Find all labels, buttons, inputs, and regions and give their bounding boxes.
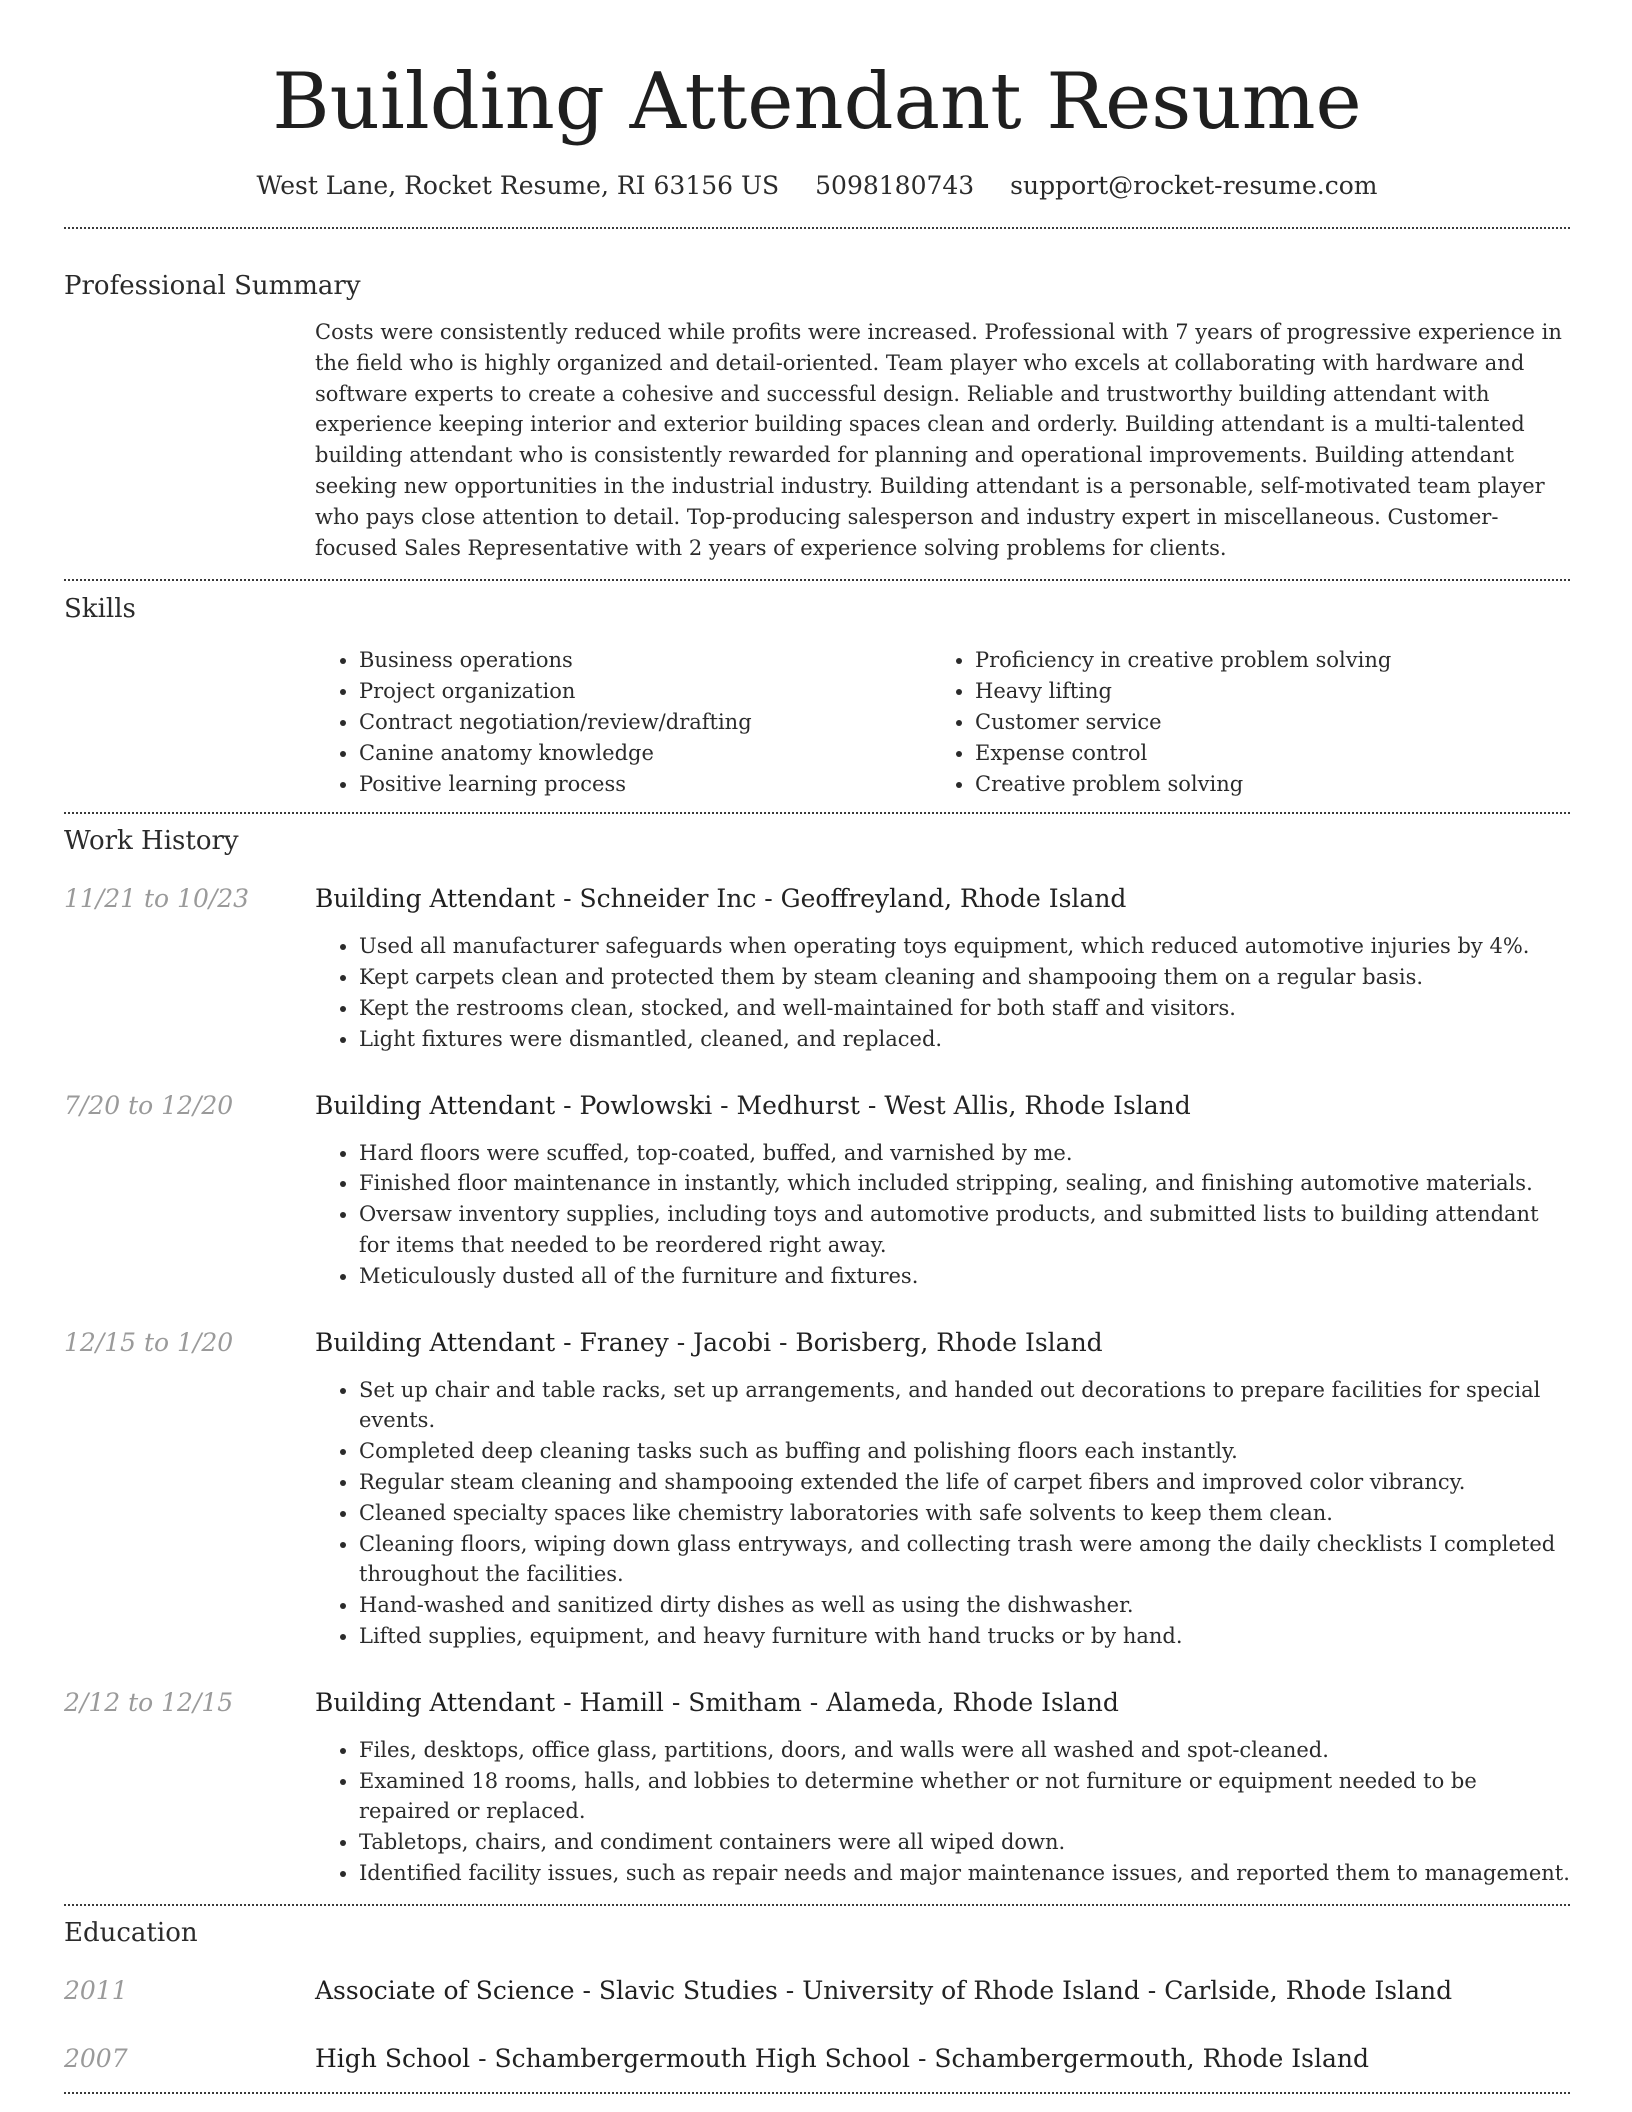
job-date: 2/12 to 12/15 — [64, 1687, 234, 1717]
job-entry — [64, 1686, 1570, 1889]
job-duties — [315, 1375, 1570, 1652]
job-bullet: • Finished floor maintenance in instantly, which included stripping, sealing, and finishing automotive materials. — [359, 1168, 1570, 1199]
section-heading-skills: Skills — [64, 594, 136, 625]
job-role: Building Attendant — [315, 884, 556, 914]
contact-line — [64, 170, 1570, 202]
skill-item: • Customer service — [975, 707, 1547, 738]
job-bullet: • Oversaw inventory supplies, including toys and automotive products, and submitted lists to building attendant for items that needed to be reordered right away. — [359, 1199, 1570, 1261]
job-bullet: • Kept the restrooms clean, stocked, and well-maintained for both staff and visitors. — [359, 993, 1570, 1024]
education-details: - Schambergermouth High School - Schambergermouth, Rhode Island — [470, 2043, 1370, 2073]
job-duties — [315, 1735, 1570, 1889]
education-degree: Associate of Science — [315, 1975, 575, 2005]
job-date: 11/21 to 10/23 — [64, 884, 250, 914]
skills-list-right — [931, 645, 1547, 799]
job-bullet: • Used all manufacturer safeguards when operating toys equipment, which reduced automotive injuries by 4%. — [359, 931, 1570, 962]
skill-item: • Proficiency in creative problem solving — [975, 645, 1547, 676]
skill-item: • Project organization — [359, 676, 931, 707]
skill-item: • Positive learning process — [359, 769, 931, 800]
section-divider — [64, 812, 1570, 814]
job-bullet: • Cleaning floors, wiping down glass entryways, and collecting trash were among the daily checklists I completed throughout the facilities. — [359, 1529, 1570, 1591]
job-details: - Hamill - Smitham - Alameda, Rhode Island — [555, 1687, 1119, 1717]
section-divider — [64, 227, 1570, 229]
education-entry — [64, 2042, 1570, 2076]
skill-item: • Contract negotiation/review/drafting — [359, 707, 931, 738]
job-details: - Franey - Jacobi - Borisberg, Rhode Island — [555, 1327, 1103, 1357]
resume-page — [64, 0, 1570, 2112]
skill-item: • Canine anatomy knowledge — [359, 738, 931, 769]
job-bullet: • Regular steam cleaning and shampooing extended the life of carpet fibers and improved color vibrancy. — [359, 1467, 1570, 1498]
contact-email: support@rocket-resume.com — [1010, 171, 1378, 200]
job-bullet: • Hand-washed and sanitized dirty dishes as well as using the dishwasher. — [359, 1590, 1570, 1621]
job-bullet: • Completed deep cleaning tasks such as buffing and polishing floors each instantly. — [359, 1436, 1570, 1467]
section-heading-summary: Professional Summary — [64, 271, 361, 301]
education-entry — [64, 1974, 1570, 2008]
job-bullet: • Set up chair and table racks, set up arrangements, and handed out decorations to prepare facilities for special events. — [359, 1375, 1570, 1437]
summary-section — [64, 269, 1570, 563]
education-title — [315, 2042, 1570, 2076]
section-heading-education: Education — [64, 1917, 198, 1948]
contact-phone: 5098180743 — [815, 171, 975, 200]
job-bullet: • Files, desktops, office glass, partitions, doors, and walls were all washed and spot-cleaned. — [359, 1735, 1570, 1766]
job-bullet: • Light fixtures were dismantled, cleaned, and replaced. — [359, 1024, 1570, 1055]
section-divider — [64, 1904, 1570, 1906]
work-section — [64, 824, 1570, 1888]
skills-list-left — [315, 645, 931, 799]
page-title: Building Attendant Resume — [272, 57, 1362, 147]
summary-body — [315, 317, 1570, 563]
education-section — [64, 1916, 1570, 2076]
section-divider — [64, 579, 1570, 581]
skill-item: • Creative problem solving — [975, 769, 1547, 800]
job-entry — [64, 1089, 1570, 1292]
job-role: Building Attendant — [315, 1327, 556, 1357]
section-heading-work: Work History — [64, 826, 239, 857]
education-date: 2007 — [64, 2043, 128, 2073]
education-degree: High School — [315, 2043, 471, 2073]
job-bullet: • Tabletops, chairs, and condiment containers were all wiped down. — [359, 1827, 1570, 1858]
job-bullet: • Meticulously dusted all of the furniture and fixtures. — [359, 1261, 1570, 1292]
skill-item: • Business operations — [359, 645, 931, 676]
job-entry — [64, 1326, 1570, 1652]
job-title — [315, 1326, 1570, 1360]
job-role: Building Attendant — [315, 1687, 556, 1717]
job-title — [315, 882, 1570, 916]
education-details: - Slavic Studies - University of Rhode Island - Carlside, Rhode Island — [574, 1975, 1453, 2005]
job-date: 12/15 to 1/20 — [64, 1327, 234, 1357]
job-duties — [315, 1138, 1570, 1292]
job-role: Building Attendant — [315, 1090, 556, 1120]
job-title — [315, 1089, 1570, 1123]
education-title — [315, 1974, 1570, 2008]
job-bullet: • Identified facility issues, such as repair needs and major maintenance issues, and reported them to management. — [359, 1858, 1570, 1889]
job-duties — [315, 931, 1570, 1054]
job-entry — [64, 882, 1570, 1054]
skills-grid — [315, 645, 1570, 799]
education-date: 2011 — [64, 1975, 128, 2005]
job-bullet: • Cleaned specialty spaces like chemistry laboratories with safe solvents to keep them clean. — [359, 1498, 1570, 1529]
job-details: - Powlowski - Medhurst - West Allis, Rhode Island — [555, 1090, 1191, 1120]
job-title — [315, 1686, 1570, 1720]
job-bullet: • Hard floors were scuffed, top-coated, buffed, and varnished by me. — [359, 1138, 1570, 1169]
job-details: - Schneider Inc - Geoffreyland, Rhode Island — [555, 884, 1127, 914]
skill-item: • Expense control — [975, 738, 1547, 769]
job-date: 7/20 to 12/20 — [64, 1090, 234, 1120]
summary-text: Costs were consistently reduced while profits were increased. Professional with 7 years of progressive experience in the field who is highly organized and detail-oriented. Team player who excels at collaborating with hardware and software experts to create a cohesive and successful design. Reliable and trustworthy building attendant with experience keeping interior and exterior building spaces clean and orderly. Building attendant is a multi-talented building attendant who is consistently rewarded for planning and operational improvements. Building attendant seeking new opportunities in the industrial industry. Building attendant is a personable, self-motivated team player who pays close attention to detail. Top-producing salesperson and industry expert in miscellaneous. Customer-focused Sales Representative with 2 years of experience solving problems for clients. — [315, 320, 1562, 560]
section-divider — [64, 2092, 1570, 2094]
job-bullet: • Lifted supplies, equipment, and heavy furniture with hand trucks or by hand. — [359, 1621, 1570, 1652]
job-bullet: • Kept carpets clean and protected them by steam cleaning and shampooing them on a regular basis. — [359, 962, 1570, 993]
skill-item: • Heavy lifting — [975, 676, 1547, 707]
job-bullet: • Examined 18 rooms, halls, and lobbies to determine whether or not furniture or equipment needed to be repaired or replaced. — [359, 1766, 1570, 1828]
contact-address: West Lane, Rocket Resume, RI 63156 US — [256, 171, 780, 200]
skills-section — [64, 592, 1570, 799]
